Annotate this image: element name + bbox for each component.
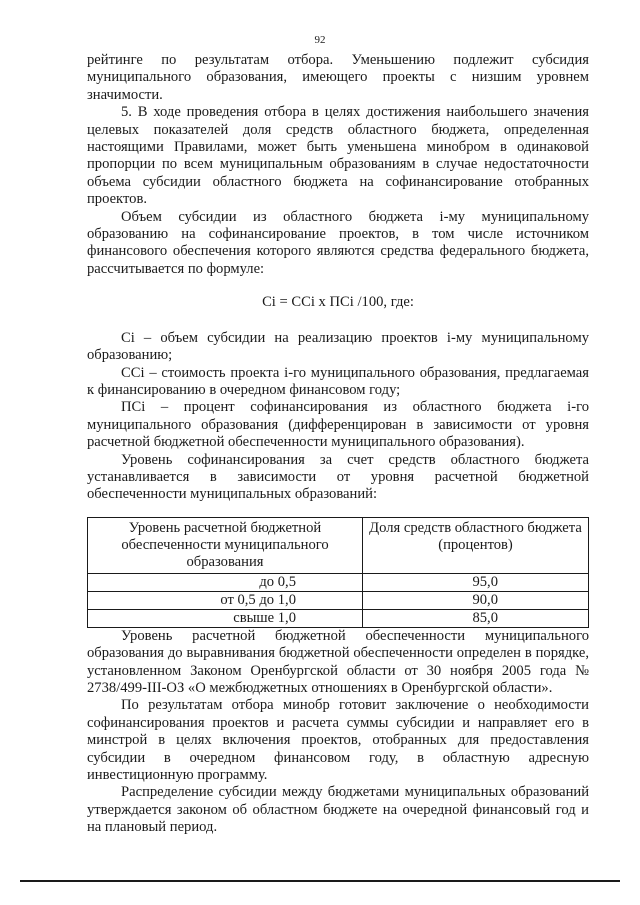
table-row [88,591,589,609]
paragraph-item-5: 5. В ходе проведения отбора в целях достижения наибольшего значения целевых показателей доля средств областного бюджета, определенная настоящими Правилами, может быть уменьшена минобром в одинаковой пропорции по всем муниципальным образованиям в случае недостаточности объема субсидии областного бюджета на софинансирование отобранных проектов. [87,104,589,208]
definition-pci: ПCi – процент софинансирования из областного бюджета i-го муниципального образования (дифференцирован в зависимости от уровня расчетной бюджетной обеспеченности муниципального образования). [87,399,589,451]
paragraph-continuation: рейтинге по результатам отбора. Уменьшению подлежит субсидия муниципального образования, имеющего проекты с низшим уровнем значимости. [87,52,589,103]
paragraph-conclusion: По результатам отбора минобр готовит заключение о необходимости софинансирования проектов и расчета суммы субсидии и направляет его в минстрой в целях включения проектов, отобранных для предоставления субсидии в очередном финансовом году, в областную адресную инвестиционную программу. [87,697,589,783]
table-cell-level: свыше 1,0 [88,609,363,627]
table-cell-share: 95,0 [363,573,589,591]
table-header-provision-level: Уровень расчетной бюджетной обеспеченности муниципального образования [88,517,363,573]
formula: Ci = CCi x ПCi /100, где: [262,294,414,311]
paragraph-provision-level: Уровень расчетной бюджетной обеспеченности муниципального образования до выравнивания бюджетной обеспеченности определен в порядке, установленном Законом Оренбургской области от 30 ноября 2005 года № 2738/499-III-ОЗ «О межбюджетных отношениях в Оренбургской области». [87,627,589,696]
table-header-row [88,517,589,573]
table-cell-share: 90,0 [363,591,589,609]
definition-ci: Ci – объем субсидии на реализацию проектов i-му муниципальному образованию; [87,329,589,364]
table-cell-level: до 0,5 [88,573,363,591]
cofinancing-table [87,517,589,628]
table-row [88,573,589,591]
table-cell-share: 85,0 [363,609,589,627]
definition-cci: CCi – стоимость проекта i-го муниципального образования, предлагаемая к финансированию в очередном финансовом году; [87,364,589,398]
paragraph-cofinancing-level: Уровень софинансирования за счет средств областного бюджета устанавливается в зависимости от уровня расчетной бюджетной обеспеченности муниципальных образований: [87,451,589,503]
paragraph-distribution: Распределение субсидии между бюджетами муниципальных образований утверждается законом об областном бюджете на очередной финансовый год и на плановый период. [87,784,589,836]
document-body [87,52,589,837]
table-row [88,609,589,627]
bottom-rule [20,880,620,882]
page-number: 92 [314,34,326,46]
table-header-budget-share: Доля средств областного бюджета (процентов) [363,517,589,573]
paragraph-subsidy-volume: Объем субсидии из областного бюджета i-му муниципальному образованию на софинансирование проектов, в том числе источником финансового обеспечения которого являются средства федерального бюджета, рассчитывается по формуле: [87,208,589,277]
table-cell-level: от 0,5 до 1,0 [88,591,363,609]
